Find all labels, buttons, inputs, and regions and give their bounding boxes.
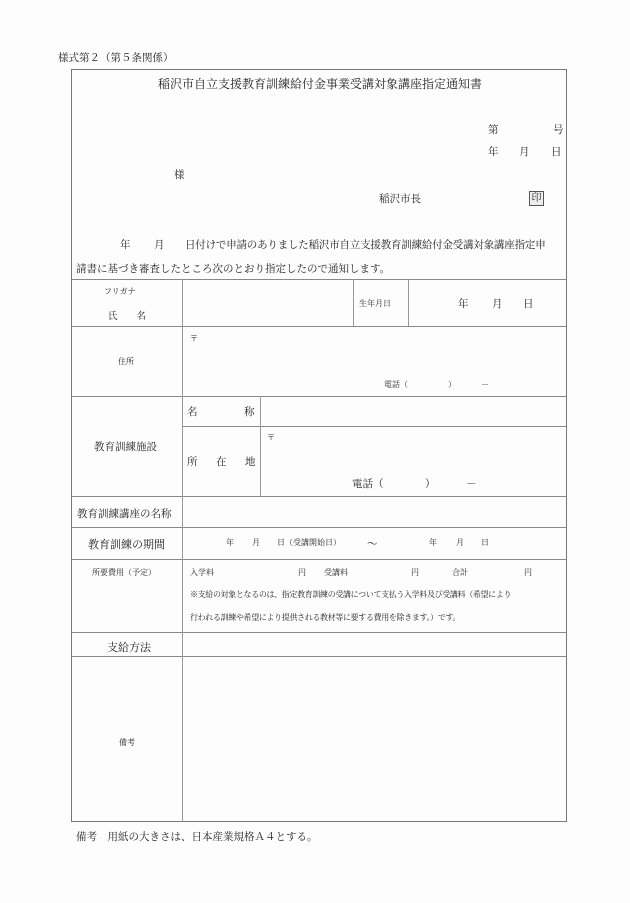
postal-mark: 〒: [190, 334, 198, 343]
row-divider: [72, 632, 566, 633]
cost-field[interactable]: [184, 561, 565, 631]
label-column-divider: [182, 279, 183, 822]
facility-phone-close: ）: [425, 478, 436, 490]
footer-note: 備考 用紙の大きさは、日本産業規格Ａ４とする。: [76, 831, 318, 843]
seal-stamp: 印: [529, 191, 544, 206]
number-prefix: 第: [488, 124, 499, 136]
issuer: 稲沢市長: [379, 193, 421, 205]
address-field[interactable]: [184, 328, 565, 395]
cost-note-line-2: 行われる訓練や希望により提供される教材等に要する費用を除きます。）です。: [190, 613, 461, 622]
birthdate-label: 生年月日: [359, 299, 391, 308]
period-end-day: 日: [481, 538, 489, 547]
facility-name-label-1: 名: [187, 406, 198, 418]
birthdate-divider-right: [408, 279, 409, 326]
row-divider: [72, 656, 566, 657]
name-label: 氏 名: [108, 311, 147, 322]
body-year: 年: [120, 239, 131, 251]
date-day: 日: [551, 146, 562, 158]
row-divider: [72, 527, 566, 528]
cost-label: 所要費用（予定）: [92, 568, 156, 577]
date-year: 年: [488, 146, 499, 158]
row-divider: [72, 559, 566, 560]
recipient-suffix: 様: [174, 169, 185, 181]
birth-day-label: 日: [523, 298, 534, 310]
facility-name-label-2: 称: [244, 406, 255, 418]
course-name-field[interactable]: [184, 498, 565, 526]
number-suffix: 号: [553, 124, 564, 136]
notice-form: [71, 69, 567, 822]
cost-note-line-1: ※支給の対象となるのは、指定教育訓練の受講について支払う入学料及び受講料（希望により: [190, 590, 512, 599]
admission-fee-label: 入学料: [190, 568, 214, 577]
period-end-year: 年: [429, 538, 437, 547]
body-line-1: 日付けで申請のありました稲沢市自立支援教育訓練給付金受講対象講座指定申: [185, 239, 546, 251]
payment-method-label: 支給方法: [107, 641, 151, 654]
remarks-label: 備考: [119, 738, 135, 747]
body-line-2: 請書に基づき審査したところ次のとおり指定したので通知します。: [76, 263, 391, 275]
address-label: 住所: [118, 357, 134, 366]
form-number: 様式第２（第５条関係）: [58, 52, 174, 64]
furigana-label: フリガナ: [104, 287, 136, 296]
phone-label: 電話（: [384, 380, 408, 389]
facility-subcolumn-divider: [260, 396, 261, 496]
facility-phone-label: 電話（: [352, 478, 384, 490]
row-divider: [72, 396, 566, 397]
period-start-month: 月: [252, 538, 260, 547]
row-divider: [72, 326, 566, 327]
period-end-month: 月: [456, 538, 464, 547]
period-start-year: 年: [226, 538, 234, 547]
facility-label: 教育訓練施設: [94, 441, 157, 453]
total-label: 合計: [452, 568, 468, 577]
payment-method-field[interactable]: [184, 634, 565, 655]
period-field[interactable]: [184, 529, 565, 558]
birth-year-label: 年: [458, 298, 469, 310]
remarks-field[interactable]: [184, 658, 565, 821]
period-label: 教育訓練の期間: [88, 538, 165, 551]
birth-month-label: 月: [492, 298, 503, 310]
period-tilde: ～: [367, 538, 378, 550]
facility-phone-dash: －: [466, 478, 477, 490]
course-name-label: 教育訓練講座の名称: [77, 508, 172, 520]
birthdate-divider-left: [353, 279, 354, 326]
tuition-label: 受講料: [324, 568, 348, 577]
table-top-border: [72, 279, 566, 280]
yen-unit: 円: [524, 568, 532, 577]
birthdate-field[interactable]: [410, 281, 565, 325]
yen-unit: 円: [411, 568, 419, 577]
document-title: 稲沢市自立支援教育訓練給付金事業受講対象講座指定通知書: [157, 77, 482, 91]
phone-dash: －: [481, 380, 489, 389]
body-month: 月: [154, 239, 165, 251]
facility-location-label: 所 在 地: [187, 456, 260, 468]
date-month: 月: [519, 146, 530, 158]
phone-close-paren: ）: [448, 380, 456, 389]
facility-location-field[interactable]: [262, 428, 565, 495]
yen-unit: 円: [298, 568, 306, 577]
facility-name-field[interactable]: [262, 398, 565, 425]
row-divider: [72, 496, 566, 497]
name-field[interactable]: [184, 281, 352, 325]
facility-postal-mark: 〒: [267, 433, 275, 442]
row-divider: [182, 426, 566, 427]
period-start-day: 日（受講開始日）: [277, 538, 341, 547]
